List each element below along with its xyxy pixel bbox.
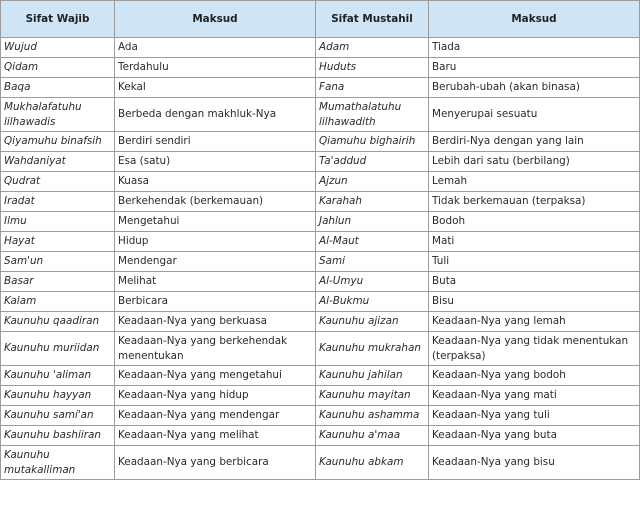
table-row [1,366,640,386]
table-row [1,406,640,426]
cell-sifat-wajib: Kaunuhu qaadiran [1,312,115,332]
cell-maksud-wajib: Keadaan-Nya yang melihat [115,426,316,446]
header-maksud-wajib: Maksud [115,1,316,38]
cell-sifat-mustahil: Mumathalatuhu lilhawadith [316,98,429,132]
cell-sifat-wajib: Hayat [1,232,115,252]
cell-sifat-mustahil: Al-Maut [316,232,429,252]
cell-maksud-wajib: Mengetahui [115,212,316,232]
cell-maksud-wajib: Berbeda dengan makhluk-Nya [115,98,316,132]
cell-sifat-mustahil: Kaunuhu ashamma [316,406,429,426]
table-row [1,192,640,212]
table-row [1,232,640,252]
cell-sifat-mustahil: Jahlun [316,212,429,232]
cell-maksud-mustahil: Keadaan-Nya yang bodoh [429,366,640,386]
cell-sifat-mustahil: Sami [316,252,429,272]
header-maksud-mustahil: Maksud [429,1,640,38]
table-row [1,272,640,292]
cell-sifat-mustahil: Qiamuhu bighairih [316,132,429,152]
cell-maksud-wajib: Hidup [115,232,316,252]
header-sifat-wajib: Sifat Wajib [1,1,115,38]
cell-sifat-wajib: Kaunuhu hayyan [1,386,115,406]
cell-maksud-mustahil: Berdiri-Nya dengan yang lain [429,132,640,152]
cell-sifat-wajib: Qudrat [1,172,115,192]
cell-maksud-wajib: Kekal [115,78,316,98]
cell-maksud-mustahil: Keadaan-Nya yang mati [429,386,640,406]
table-row [1,446,640,480]
table-row [1,132,640,152]
cell-maksud-mustahil: Keadaan-Nya yang lemah [429,312,640,332]
cell-sifat-wajib: Kaunuhu bashiiran [1,426,115,446]
cell-sifat-mustahil: Karahah [316,192,429,212]
table-body [1,38,640,480]
cell-sifat-wajib: Kaunuhu muriidan [1,332,115,366]
cell-maksud-mustahil: Menyerupai sesuatu [429,98,640,132]
cell-sifat-wajib: Wahdaniyat [1,152,115,172]
cell-sifat-wajib: Iradat [1,192,115,212]
table-row [1,98,640,132]
cell-sifat-wajib: Kaunuhu 'aliman [1,366,115,386]
cell-maksud-mustahil: Baru [429,58,640,78]
header-sifat-mustahil: Sifat Mustahil [316,1,429,38]
cell-maksud-wajib: Berdiri sendiri [115,132,316,152]
table-row [1,152,640,172]
cell-maksud-wajib: Berbicara [115,292,316,312]
cell-sifat-mustahil: Kaunuhu mukrahan [316,332,429,366]
cell-maksud-mustahil: Keadaan-Nya yang tuli [429,406,640,426]
cell-sifat-wajib: Sam'un [1,252,115,272]
table-row [1,386,640,406]
cell-maksud-wajib: Esa (satu) [115,152,316,172]
cell-maksud-wajib: Terdahulu [115,58,316,78]
cell-sifat-mustahil: Fana [316,78,429,98]
cell-sifat-wajib: Qidam [1,58,115,78]
cell-sifat-wajib: Ilmu [1,212,115,232]
cell-maksud-wajib: Keadaan-Nya yang mendengar [115,406,316,426]
cell-maksud-mustahil: Lemah [429,172,640,192]
cell-maksud-wajib: Keadaan-Nya yang berkuasa [115,312,316,332]
cell-maksud-wajib: Keadaan-Nya yang berkehendak menentukan [115,332,316,366]
table-row [1,312,640,332]
cell-maksud-mustahil: Tuli [429,252,640,272]
cell-maksud-mustahil: Bodoh [429,212,640,232]
cell-maksud-mustahil: Mati [429,232,640,252]
table-row [1,426,640,446]
cell-sifat-mustahil: Ta'addud [316,152,429,172]
cell-maksud-mustahil: Tidak berkemauan (terpaksa) [429,192,640,212]
table-header [1,1,640,38]
header-row [1,1,640,38]
cell-sifat-mustahil: Al-Umyu [316,272,429,292]
table-row [1,332,640,366]
cell-sifat-mustahil: Adam [316,38,429,58]
cell-sifat-wajib: Wujud [1,38,115,58]
cell-maksud-wajib: Keadaan-Nya yang hidup [115,386,316,406]
cell-sifat-mustahil: Kaunuhu mayitan [316,386,429,406]
cell-maksud-mustahil: Keadaan-Nya yang bisu [429,446,640,480]
cell-sifat-mustahil: Kaunuhu a'maa [316,426,429,446]
cell-sifat-mustahil: Ajzun [316,172,429,192]
cell-maksud-mustahil: Tiada [429,38,640,58]
cell-sifat-wajib: Qiyamuhu binafsih [1,132,115,152]
cell-sifat-mustahil: Kaunuhu jahilan [316,366,429,386]
table-row [1,252,640,272]
cell-maksud-wajib: Berkehendak (berkemauan) [115,192,316,212]
cell-sifat-mustahil: Huduts [316,58,429,78]
table-row [1,172,640,192]
table-row [1,78,640,98]
cell-maksud-wajib: Keadaan-Nya yang berbicara [115,446,316,480]
cell-sifat-wajib: Basar [1,272,115,292]
cell-sifat-wajib: Mukhalafatuhu lilhawadis [1,98,115,132]
cell-sifat-wajib: Baqa [1,78,115,98]
cell-maksud-wajib: Ada [115,38,316,58]
table-row [1,292,640,312]
cell-sifat-wajib: Kaunuhu mutakalliman [1,446,115,480]
table-row [1,38,640,58]
cell-sifat-wajib: Kalam [1,292,115,312]
cell-maksud-mustahil: Berubah-ubah (akan binasa) [429,78,640,98]
table-row [1,58,640,78]
cell-sifat-wajib: Kaunuhu sami'an [1,406,115,426]
cell-maksud-mustahil: Keadaan-Nya yang tidak menentukan (terpaksa) [429,332,640,366]
cell-sifat-mustahil: Kaunuhu abkam [316,446,429,480]
table-row [1,212,640,232]
cell-maksud-wajib: Kuasa [115,172,316,192]
cell-maksud-wajib: Melihat [115,272,316,292]
cell-maksud-mustahil: Bisu [429,292,640,312]
cell-maksud-mustahil: Buta [429,272,640,292]
cell-maksud-mustahil: Lebih dari satu (berbilang) [429,152,640,172]
cell-maksud-wajib: Keadaan-Nya yang mengetahui [115,366,316,386]
cell-sifat-mustahil: Kaunuhu ajizan [316,312,429,332]
cell-sifat-mustahil: Al-Bukmu [316,292,429,312]
cell-maksud-mustahil: Keadaan-Nya yang buta [429,426,640,446]
cell-maksud-wajib: Mendengar [115,252,316,272]
